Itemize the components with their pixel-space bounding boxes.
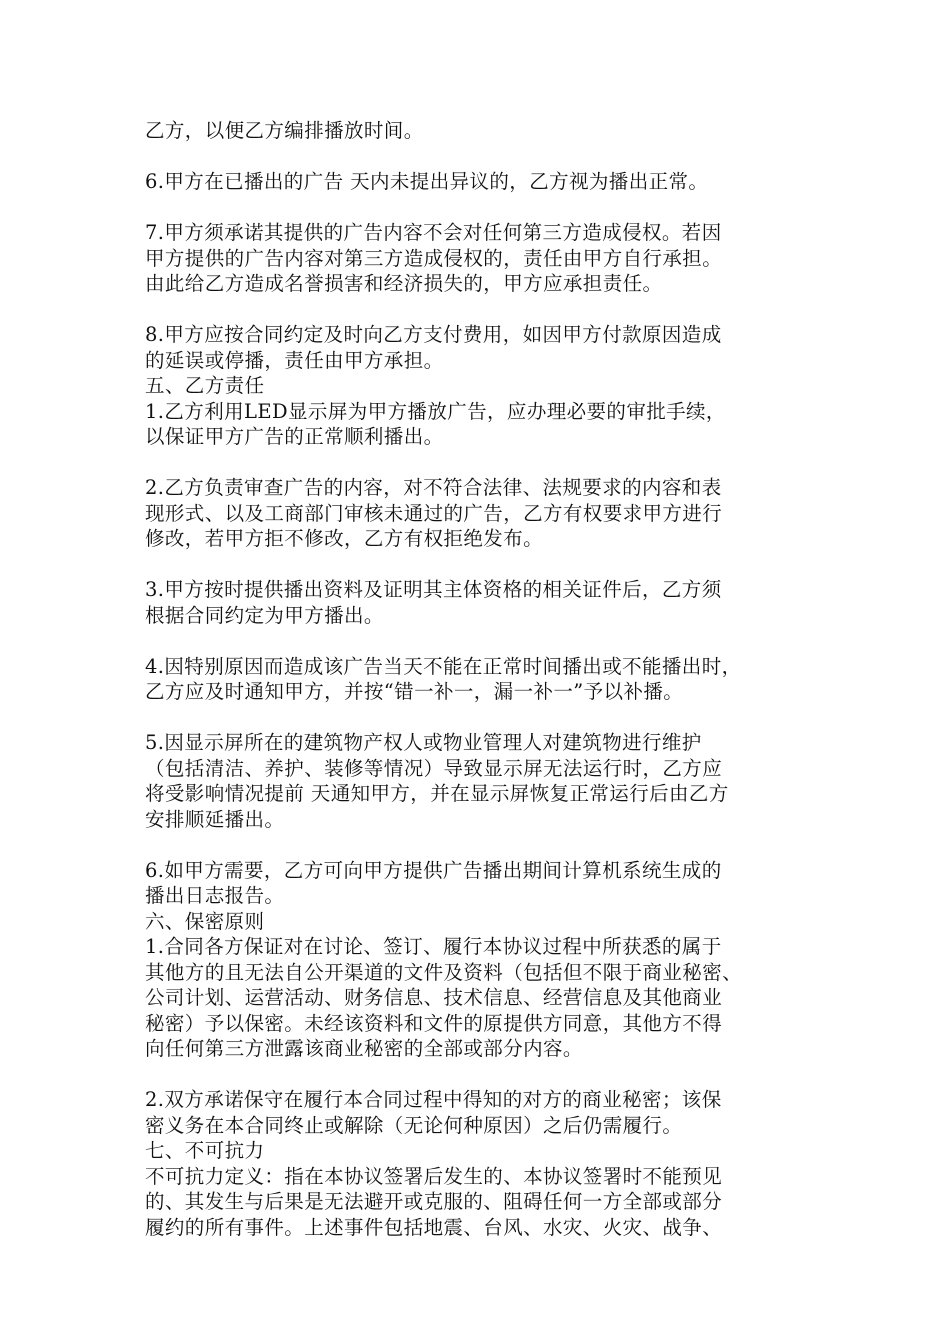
clause-7-definition: 不可抗力定义：指在本协议签署后发生的、本协议签署时不能预见 的、其发生与后果是无法避开或克服的、阻碍任何一方全部或部分 履约的所有事件。上述事件包括地震、台风、水灾、火灾、战争、 [145,1164,723,1239]
clause-6-1: 1.合同各方保证对在讨论、签订、履行本协议过程中所获悉的属于 其他方的且无法自公开渠道的文件及资料（包括但不限于商业秘密、 公司计划、运营活动、财务信息、技术信息、经营信息及其他商业 秘密）予以保密。未经该资料和文件的原提供方同意，其他方不得 向任何第三方泄露该商业秘密的全部或部分内容。 [145,935,743,1060]
clause-5-5: 5.因显示屏所在的建筑物产权人或物业管理人对建筑物进行维护 （包括清洁、养护、装修等情况）导致显示屏无法运行时，乙方应 将受影响情况提前 天通知甲方，并在显示屏恢复正常运行后由乙方 安排顺延播出。 [145,731,729,831]
paragraph-continuation: 乙方，以便乙方编排播放时间。 [145,119,424,142]
clause-5-2: 2.乙方负责审查广告的内容，对不符合法律、法规要求的内容和表 现形式、以及工商部门审核未通过的广告，乙方有权要求甲方进行 修改，若甲方拒不修改，乙方有权拒绝发布。 [145,476,723,550]
clause-4-8: 8.甲方应按合同约定及时向乙方支付费用，如因甲方付款原因造成 的延误或停播，责任由甲方承担。 [145,323,722,372]
document-page [145,118,825,1240]
clause-5-1: 1.乙方利用LED显示屏为甲方播放广告，应办理必要的审批手续， 以保证甲方广告的正常顺利播出。 [145,399,726,448]
clause-5-6: 6.如甲方需要，乙方可向甲方提供广告播出期间计算机系统生成的 播出日志报告。 [145,858,722,907]
clause-4-6: 6.甲方在已播出的广告 天内未提出异议的，乙方视为播出正常。 [145,170,709,193]
section-heading-7: 七、不可抗力 [145,1139,265,1162]
clause-6-2: 2.双方承诺保守在履行本合同过程中得知的对方的商业秘密；该保 密义务在本合同终止或解除（无论何种原因）之后仍需履行。 [145,1088,722,1137]
section-heading-6: 六、保密原则 [145,909,265,933]
clause-5-3: 3.甲方按时提供播出资料及证明其主体资格的相关证件后，乙方须 根据合同约定为甲方播出。 [145,578,722,627]
section-heading-5: 五、乙方责任 [145,374,265,397]
clause-5-4: 4.因特别原因而造成该广告当天不能在正常时间播出或不能播出时， 乙方应及时通知甲方，并按“错一补一，漏一补一”予以补播。 [145,654,742,703]
clause-4-7: 7.甲方须承诺其提供的广告内容不会对任何第三方造成侵权。若因 甲方提供的广告内容对第三方造成侵权的，责任由甲方自行承担。 由此给乙方造成名誉损害和经济损失的，甲方应承担责任。 [145,221,723,295]
